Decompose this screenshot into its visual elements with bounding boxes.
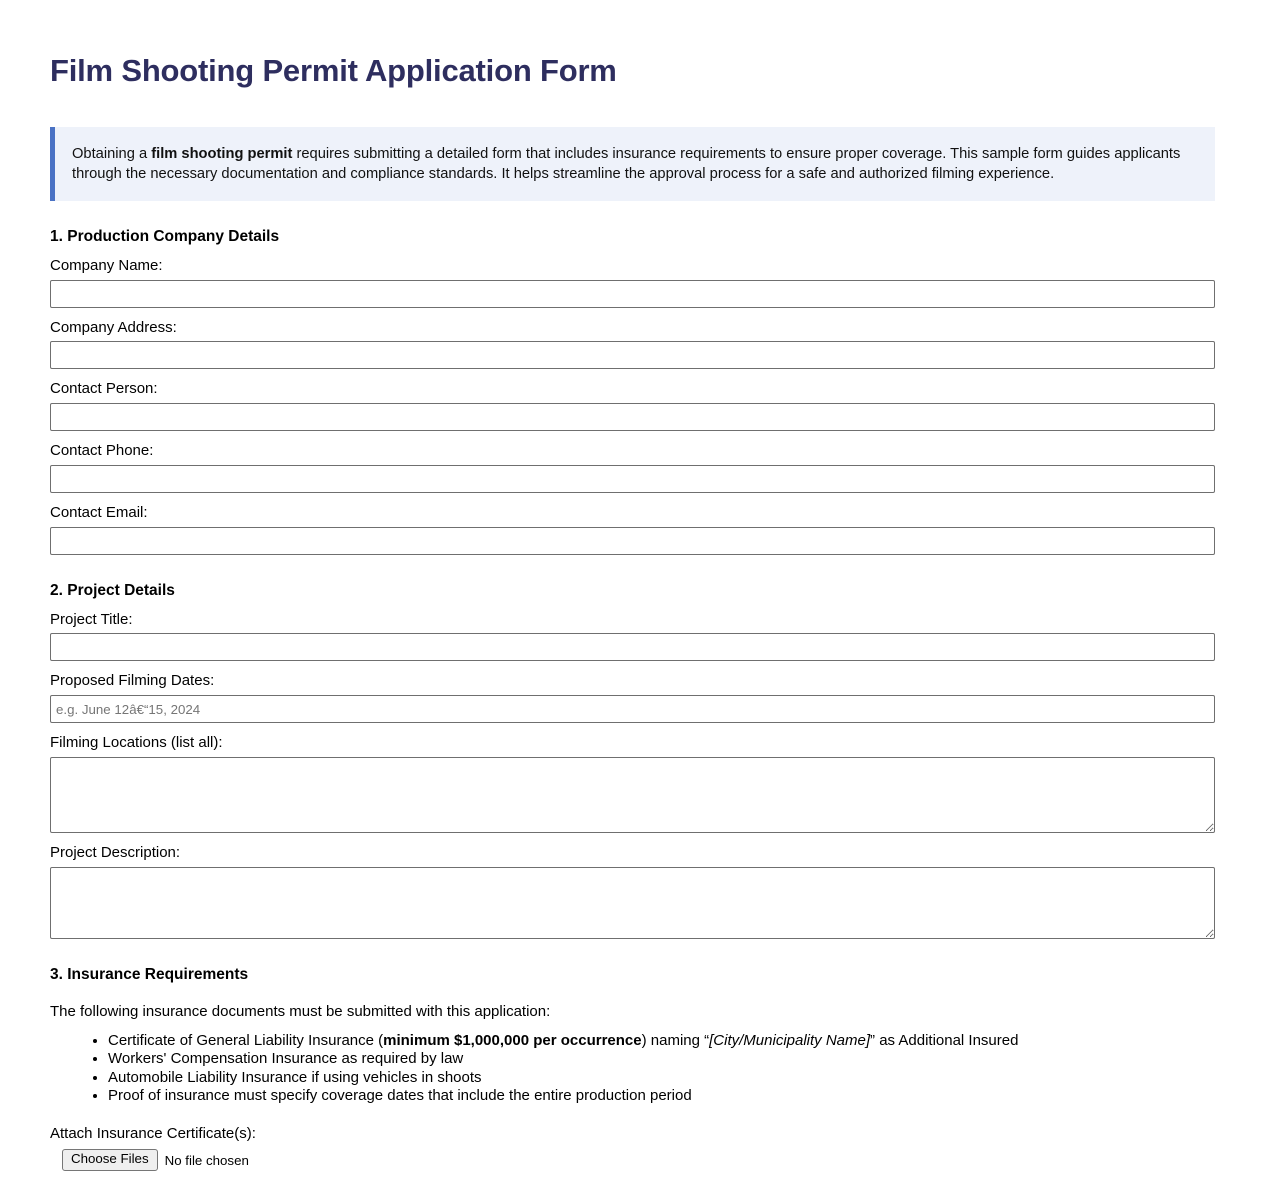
req-middle: ) naming “ bbox=[641, 1032, 710, 1050]
intro-text-before: Obtaining a bbox=[72, 145, 152, 162]
field-project-title bbox=[50, 611, 1213, 662]
field-project-description bbox=[50, 844, 1213, 939]
req-text-before: Proof of insurance must specify coverage dates that include the entire production period bbox=[108, 1087, 692, 1105]
project-description-textarea[interactable] bbox=[50, 867, 1215, 939]
label-contact-person: Contact Person: bbox=[50, 380, 158, 398]
list-item bbox=[108, 1032, 1213, 1050]
label-project-title: Project Title: bbox=[50, 610, 133, 628]
page-title: Film Shooting Permit Application Form bbox=[50, 53, 617, 88]
contact-person-input[interactable] bbox=[50, 403, 1215, 431]
contact-phone-input[interactable] bbox=[50, 465, 1215, 493]
req-bold: minimum $1,000,000 per occurrence bbox=[383, 1032, 642, 1050]
list-item bbox=[108, 1069, 1213, 1087]
file-status-text: No file chosen bbox=[164, 1152, 249, 1168]
label-contact-email: Contact Email: bbox=[50, 503, 148, 521]
insurance-requirements-list bbox=[50, 1032, 1213, 1105]
project-title-input[interactable] bbox=[50, 633, 1215, 661]
file-input-row[interactable] bbox=[62, 1149, 1213, 1171]
intro-paragraph bbox=[72, 144, 1197, 184]
req-text-after: ” as Additional Insured bbox=[870, 1032, 1019, 1050]
company-address-input[interactable] bbox=[50, 341, 1215, 369]
section-heading-insurance-requirements: 3. Insurance Requirements bbox=[50, 965, 249, 983]
field-contact-person bbox=[50, 380, 1213, 431]
field-company-address bbox=[50, 319, 1213, 370]
section-heading-project-details: 2. Project Details bbox=[50, 581, 175, 599]
req-text-before: Certificate of General Liability Insurance ( bbox=[108, 1032, 384, 1050]
company-name-input[interactable] bbox=[50, 280, 1215, 308]
label-proposed-filming-dates: Proposed Filming Dates: bbox=[50, 672, 215, 690]
list-item bbox=[108, 1087, 1213, 1105]
field-contact-phone bbox=[50, 442, 1213, 493]
attach-insurance-block bbox=[50, 1125, 1213, 1171]
field-proposed-filming-dates bbox=[50, 672, 1213, 723]
intro-bold-term: film shooting permit bbox=[151, 145, 293, 162]
req-text-before: Workers' Compensation Insurance as required by law bbox=[108, 1050, 464, 1068]
contact-email-input[interactable] bbox=[50, 527, 1215, 555]
proposed-filming-dates-input[interactable] bbox=[50, 695, 1215, 723]
req-text-before: Automobile Liability Insurance if using vehicles in shoots bbox=[108, 1068, 482, 1086]
field-contact-email bbox=[50, 504, 1213, 555]
label-project-description: Project Description: bbox=[50, 843, 181, 861]
intro-callout bbox=[50, 127, 1215, 201]
field-filming-locations bbox=[50, 734, 1213, 833]
label-contact-phone: Contact Phone: bbox=[50, 442, 154, 460]
label-company-name: Company Name: bbox=[50, 256, 163, 274]
insurance-intro-line: The following insurance documents must be submitted with this application: bbox=[50, 1002, 551, 1020]
req-italic-placeholder: [City/Municipality Name] bbox=[709, 1032, 871, 1050]
field-company-name bbox=[50, 257, 1213, 308]
choose-files-button[interactable]: Choose Files bbox=[62, 1149, 158, 1171]
label-attach-insurance: Attach Insurance Certificate(s): bbox=[50, 1125, 256, 1143]
label-filming-locations: Filming Locations (list all): bbox=[50, 734, 223, 752]
list-item bbox=[108, 1050, 1213, 1068]
filming-locations-textarea[interactable] bbox=[50, 757, 1215, 833]
intro-text-after: requires submitting a detailed form that includes insurance requirements to ensure proper coverage. This sample form guides applicants through the necessary documentation and compliance standards. It helps streamline the approval process for a safe and authorized filming experience. bbox=[72, 145, 1181, 182]
section-heading-production-company: 1. Production Company Details bbox=[50, 227, 280, 245]
label-company-address: Company Address: bbox=[50, 318, 177, 336]
